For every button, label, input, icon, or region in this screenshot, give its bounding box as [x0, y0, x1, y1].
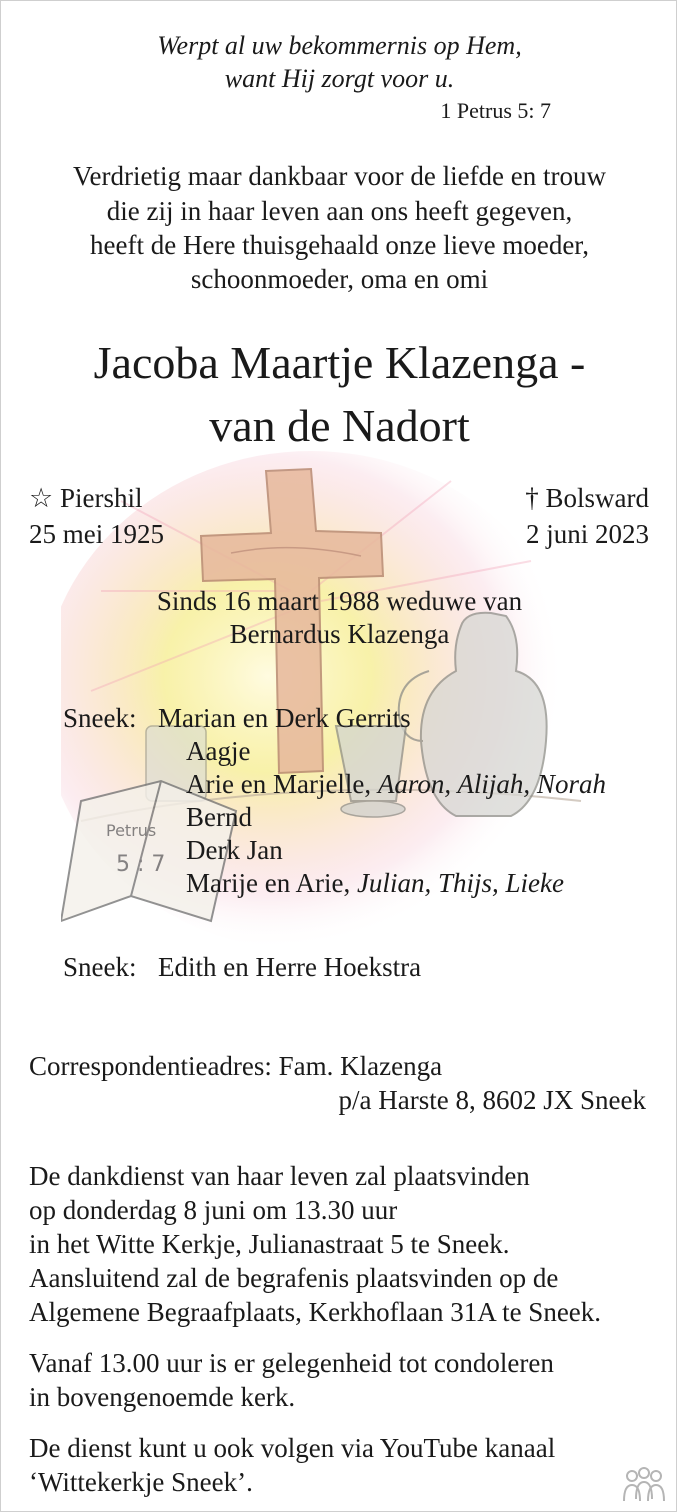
dagger-icon: † [525, 483, 539, 513]
family-group-2-place: Sneek: [63, 952, 137, 982]
intro-line-4: schoonmoeder, oma en omi [190, 264, 489, 294]
service-line-5: Algemene Begraafplaats, Kerkhoflaan 31A te Sneek. [29, 1297, 602, 1327]
deceased-name-line-2: van de Nadort [209, 400, 470, 451]
svg-text:Petrus: Petrus [106, 821, 157, 840]
condolence-line-1: Vanaf 13.00 uur is er gelegenheid tot condoleren [29, 1348, 554, 1378]
widow-line-2: Bernardus Klazenga [229, 619, 450, 649]
grandchild-5-kids: Julian, Thijs, Lieke [356, 868, 564, 898]
deceased-name-line-1: Jacoba Maartje Klazenga - [93, 337, 586, 388]
service-line-1: De dankdienst van haar leven zal plaatsvinden [29, 1161, 530, 1191]
death-place [525, 483, 649, 514]
service-line-2: op donderdag 8 juni om 13.30 uur [29, 1195, 398, 1225]
correspondence-label: Correspondentieadres: Fam. Klazenga [29, 1051, 443, 1081]
family-group-1-parents: Marian en Derk Gerrits [158, 703, 411, 733]
grandchild-2 [186, 769, 606, 800]
condolence-line-2: in bovengenoemde kerk. [29, 1382, 296, 1412]
grandchild-3: Bernd [186, 802, 252, 832]
correspondence-address: p/a Harste 8, 8602 JX Sneek [338, 1085, 646, 1115]
service-line-3: in het Witte Kerkje, Julianastraat 5 te Sneek. [29, 1229, 510, 1259]
youtube-line-2: ‘Wittekerkje Sneek’. [29, 1467, 253, 1497]
grandchild-2-name: Arie en Marjelle, [186, 769, 372, 799]
verse-line-2: want Hij zorgt voor u. [224, 64, 455, 93]
grandchild-1: Aagje [186, 736, 251, 766]
star-icon: ☆ [29, 483, 54, 513]
widow-line-1: Sinds 16 maart 1988 weduwe van [156, 586, 523, 616]
people-group-icon [620, 1465, 668, 1505]
svg-text:5 : 7: 5 : 7 [116, 852, 166, 877]
youtube-line-1: De dienst kunt u ook volgen via YouTube kanaal [29, 1433, 556, 1463]
service-line-4: Aansluitend zal de begrafenis plaatsvinden op de [29, 1263, 559, 1293]
family-group-1-place: Sneek: [63, 703, 137, 733]
death-date: 2 juni 2023 [525, 519, 649, 549]
birth-place-label: Piershil [59, 483, 143, 513]
birth-date: 25 mei 1925 [29, 519, 164, 549]
intro-line-3: heeft de Here thuisgehaald onze lieve moeder, [90, 230, 589, 260]
intro-line-2: die zij in haar leven aan ons heeft gegeven, [106, 196, 573, 226]
death-place-label: Bolsward [545, 483, 649, 513]
verse-reference: 1 Petrus 5: 7 [440, 98, 551, 123]
grandchild-5 [186, 868, 564, 899]
grandchild-4: Derk Jan [186, 835, 283, 865]
intro-line-1: Verdrietig maar dankbaar voor de liefde en trouw [72, 161, 607, 191]
birth-place [29, 483, 142, 514]
grandchild-2-kids: Aaron, Alijah, Norah [377, 769, 606, 799]
family-group-2-parents: Edith en Herre Hoekstra [158, 952, 422, 982]
grandchild-5-name: Marije en Arie, [186, 868, 351, 898]
verse-line-1: Werpt al uw bekommernis op Hem, [157, 31, 522, 60]
